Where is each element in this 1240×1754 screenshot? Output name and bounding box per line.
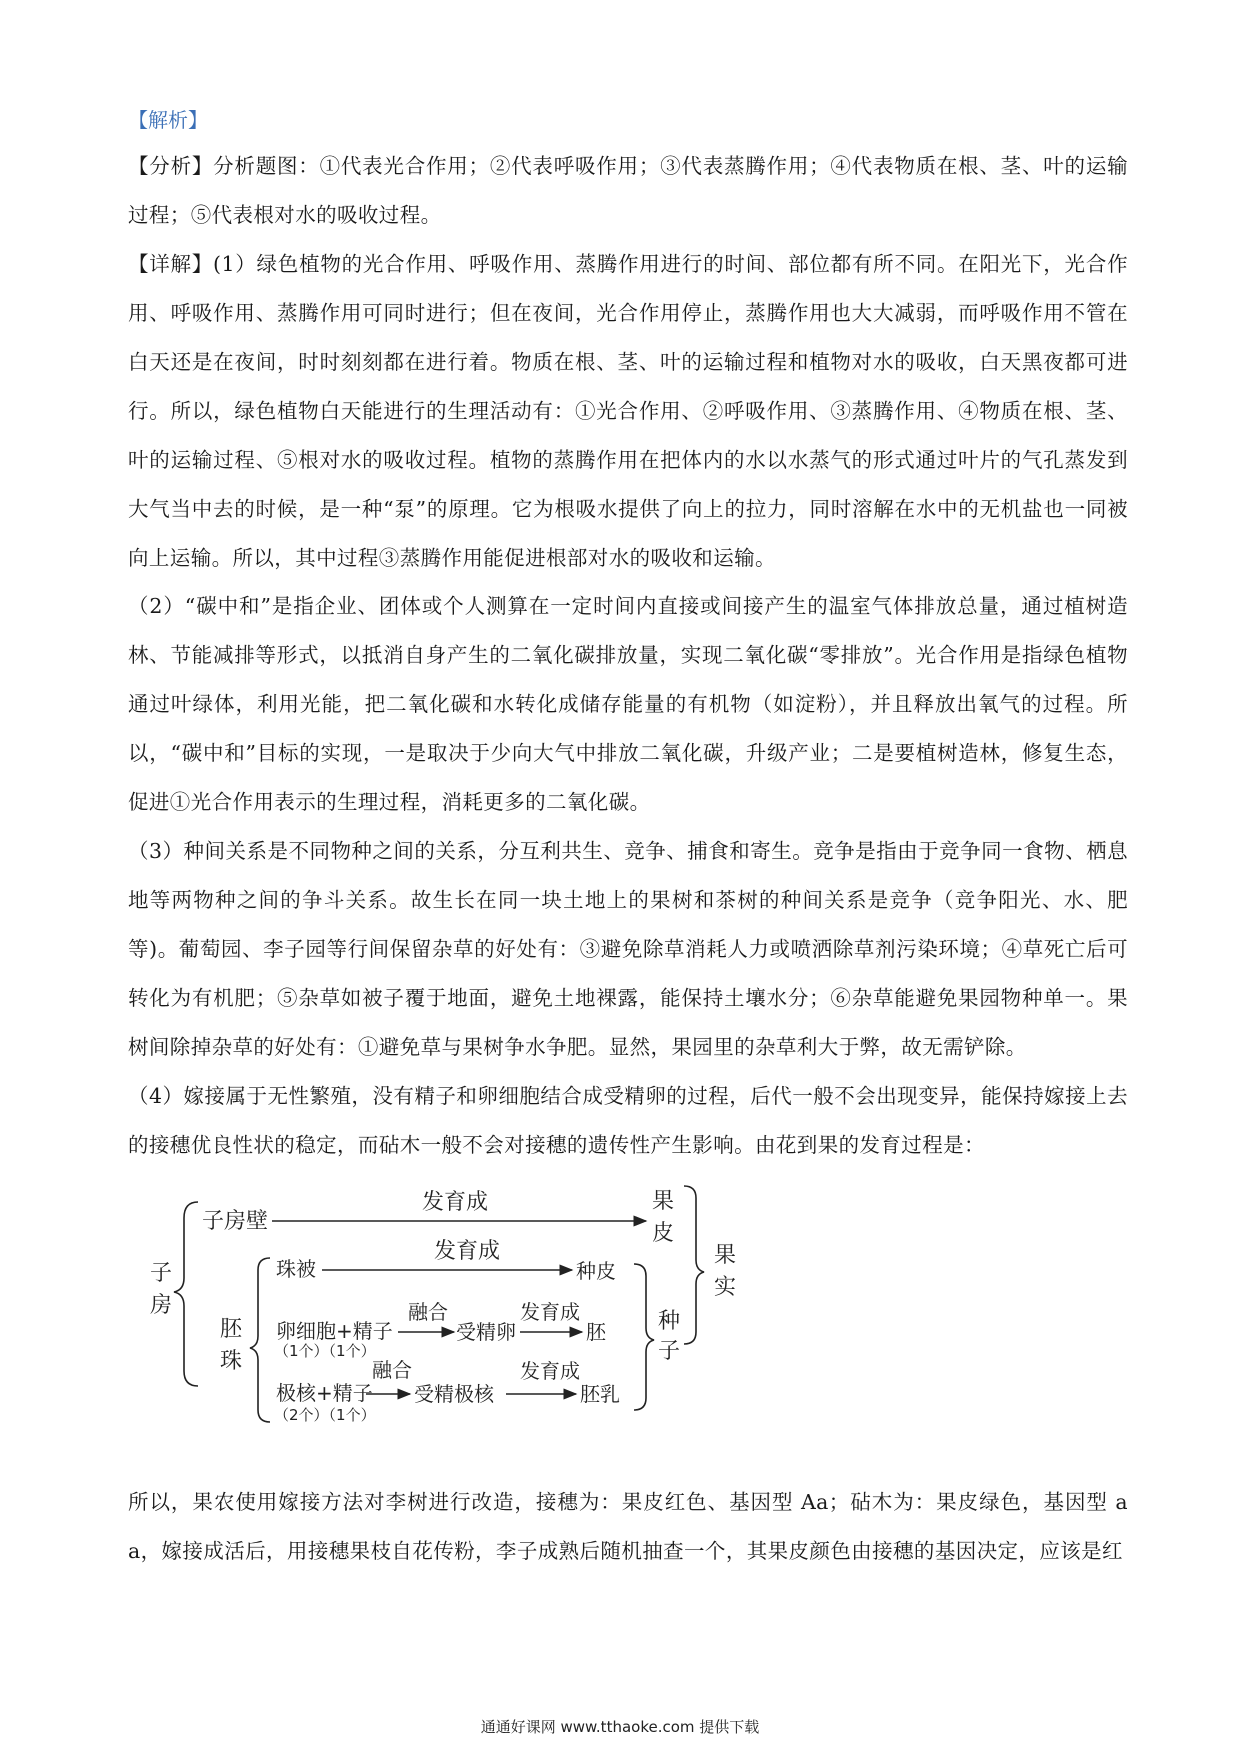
egg-fuse-label: 融合 xyxy=(408,1300,448,1324)
egg-sperm-label: 卵细胞+精子 xyxy=(276,1319,393,1343)
ovary-wall-label: 子房壁 xyxy=(202,1209,269,1234)
ovule-label-1: 胚 xyxy=(220,1317,243,1342)
integument-label: 珠被 xyxy=(276,1257,316,1281)
pericarp-label-2: 皮 xyxy=(652,1221,675,1246)
seed-coat-label: 种皮 xyxy=(576,1259,616,1283)
zygote-develops-label: 发育成 xyxy=(520,1300,580,1324)
detail-paragraph-1: 【详解】(1）绿色植物的光合作用、呼吸作用、蒸腾作用进行的时间、部位都有所不同。在阳光下，光合作用、呼吸作用、蒸腾作用可同时进行；但在夜间，光合作用停止，蒸腾作用也大大减弱，而呼吸作用不管在白天还是在夜间，时时刻刻都在进行着。物质在根、茎、叶的运输过程和植物对水的吸收，白天黑夜都可进行。所以，绿色植物白天能进行的生理活动有：①光合作用、②呼吸作用、③蒸腾作用、④物质在根、茎、叶的运输过程、⑤根对水的吸收过程。植物的蒸腾作用在把体内的水以水蒸气的形式通过叶片的气孔蒸发到大气当中去的时候，是一种“泵”的原理。它为根吸水提供了向上的拉力，同时溶解在水中的无机盐也一同被向上运输。所以，其中过程③蒸腾作用能促进根部对水的吸收和运输。 xyxy=(128,252,1128,570)
conclusion-paragraph: 所以，果农使用嫁接方法对李树进行改造，接穗为：果皮红色、基因型 Aa；砧木为：果皮绿色，基因型 aa，嫁接成活后，用接穗果枝自花传粉，李子成熟后随机抽查一个，其果皮颜色由接穗的基因决定，应该是红 xyxy=(128,1490,1128,1563)
section-tag: 【解析】 xyxy=(128,108,208,132)
detail-paragraph-2: （2）“碳中和”是指企业、团体或个人测算在一定时间内直接或间接产生的温室气体排放总量，通过植树造林、节能减排等形式，以抵消自身产生的二氧化碳排放量，实现二氧化碳“零排放”。光合作用是指绿色植物通过叶绿体，利用光能，把二氧化碳和水转化成储存能量的有机物（如淀粉），并且释放出氧气的过程。所以，“碳中和”目标的实现，一是取决于少向大气中排放二氧化碳，升级产业；二是要植树造林，修复生态，促进①光合作用表示的生理过程，消耗更多的二氧化碳。 xyxy=(128,594,1128,814)
seed-label-2: 子 xyxy=(658,1339,681,1364)
polar-sperm-count: （2个）（1个） xyxy=(274,1406,376,1424)
page-footer: 通通好课网 www.tthaoke.com 提供下载 xyxy=(480,1718,760,1736)
polar-sperm-label: 极核+精子 xyxy=(276,1381,373,1405)
embryo-label: 胚 xyxy=(586,1320,606,1344)
polar-fuse-label: 融合 xyxy=(372,1358,412,1382)
fruit-label-2: 实 xyxy=(714,1275,737,1300)
analysis-paragraph: 【分析】分析题图：①代表光合作用；②代表呼吸作用；③代表蒸腾作用；④代表物质在根、茎、叶的运输过程；⑤代表根对水的吸收过程。 xyxy=(128,154,1128,227)
pericarp-label-1: 果 xyxy=(652,1189,675,1214)
ovary-wall-develops-label: 发育成 xyxy=(422,1190,489,1215)
ovule-brace xyxy=(250,1258,270,1422)
detail-paragraph-4: （4）嫁接属于无性繁殖，没有精子和卵细胞结合成受精卵的过程，后代一般不会出现变异，能保持嫁接上去的接穗优良性状的稳定，而砧木一般不会对接穗的遗传性产生影响。由花到果的发育过程是： xyxy=(128,1084,1128,1157)
ovule-label-2: 珠 xyxy=(220,1349,243,1374)
fruit-development-diagram xyxy=(136,1166,816,1431)
fruit-brace xyxy=(684,1186,704,1344)
ovary-label-2: 房 xyxy=(150,1293,173,1318)
fertilized-polar-label: 受精极核 xyxy=(414,1382,494,1406)
ovary-brace xyxy=(174,1202,198,1386)
fruit-label-1: 果 xyxy=(714,1243,737,1268)
polar-develops-label: 发育成 xyxy=(520,1359,580,1383)
seed-brace xyxy=(634,1264,654,1410)
endosperm-label: 胚乳 xyxy=(580,1382,620,1406)
seed-label-1: 种 xyxy=(658,1309,681,1334)
integument-develops-label: 发育成 xyxy=(434,1239,501,1264)
zygote-label: 受精卵 xyxy=(456,1320,516,1344)
egg-sperm-count: （1个）（1个） xyxy=(274,1342,376,1360)
ovary-label-1: 子 xyxy=(150,1261,173,1286)
detail-paragraph-3: （3）种间关系是不同物种之间的关系，分互利共生、竞争、捕食和寄生。竞争是指由于竞争同一食物、栖息地等两物种之间的争斗关系。故生长在同一块土地上的果树和茶树的种间关系是竞争（竞争阳光、水、肥等)。葡萄园、李子园等行间保留杂草的好处有：③避免除草消耗人力或喷洒除草剂污染环境；④草死亡后可转化为有机肥；⑤杂草如被子覆于地面，避免土地裸露，能保持土壤水分；⑥杂草能避免果园物种单一。果树间除掉杂草的好处有：①避免草与果树争水争肥。显然，果园里的杂草利大于弊，故无需铲除。 xyxy=(128,839,1128,1059)
